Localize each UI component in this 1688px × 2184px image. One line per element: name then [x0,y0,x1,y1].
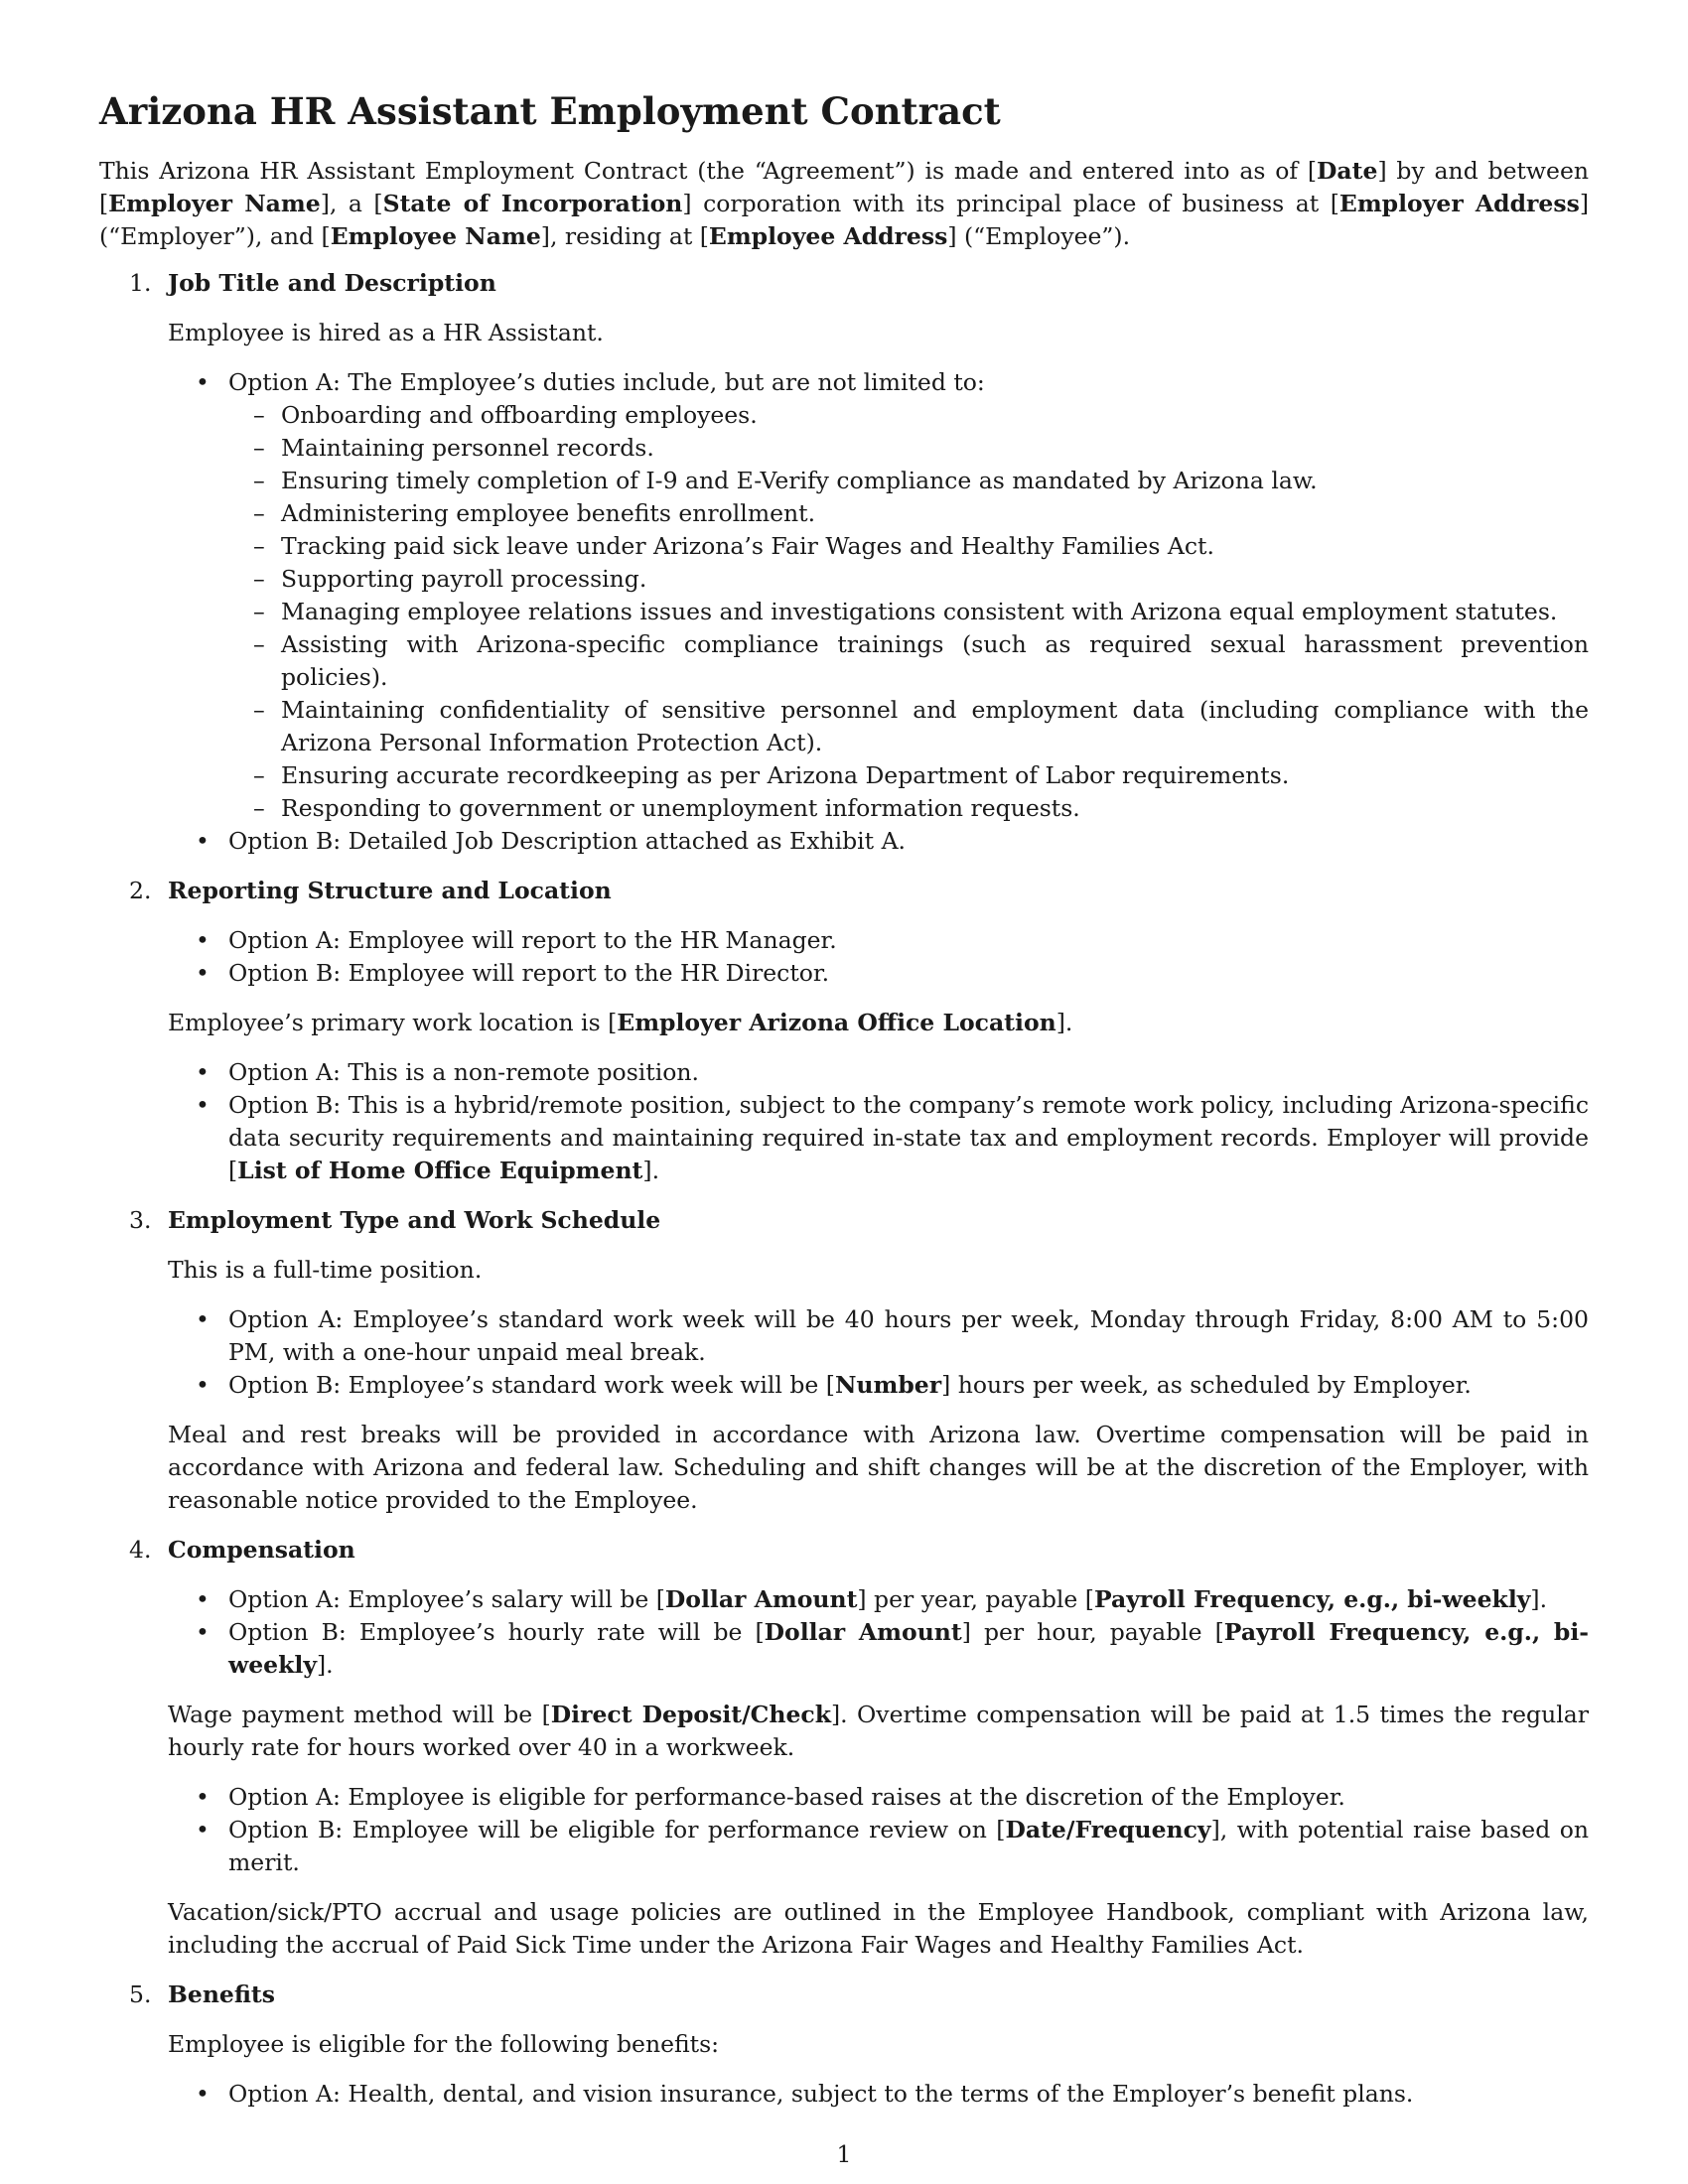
placeholder-employer-name: Employer Name [108,190,321,217]
work-location-paragraph: Employee’s primary work location is [Employer Arizona Office Location]. [168,1009,1073,1036]
intro-paragraph: This Arizona HR Assistant Employment Contract (the “Agreement”) is made and entered into as of [Date] by and between [Employer Name], a [State of Incorporation] corporation with its principal place of business at [Employer Address] (“Employer”), and [Employee Name], residing at [Employee Address] (“Employee”). [99,157,1589,250]
schedule-paragraph: Meal and rest breaks will be provided in accordance with Arizona law. Overtime compensation will be paid in accordance with Arizona and federal law. Scheduling and shift changes will be at the discretion of the Employer, with reasonable notice provided to the Employee. [168,1421,1589,1514]
contract-document [99,87,1589,2127]
dash-icon: – [253,794,265,822]
placeholder-state-of-incorporation: State of Incorporation [382,190,683,217]
placeholder-home-office-equipment: List of Home Office Equipment [237,1157,643,1184]
option-list [168,2078,1589,2111]
placeholder-payment-method: Direct Deposit/Check [550,1701,832,1728]
duty-item: – Maintaining personnel records. [228,432,1589,465]
section-compensation [99,1534,1589,1962]
document-title: Arizona HR Assistant Employment Contract [99,89,1001,133]
placeholder-employee-address: Employee Address [708,222,948,250]
dash-icon: – [253,532,265,560]
dash-icon: – [253,499,265,527]
option-item: • Option B: Employee’s hourly rate will be [Dollar Amount] per hour, payable [Payroll Frequency, e.g., bi-weekly]. [196,1618,1589,1679]
duty-item: – Managing employee relations issues and investigations consistent with Arizona equal employment statutes. [228,596,1589,628]
option-item: • Option B: Employee’s standard work week will be [Number] hours per week, as scheduled by Employer. [168,1369,1589,1402]
bullet-icon: • [196,1783,210,1811]
section-lead: Employee is eligible for the following benefits: [168,2030,720,2058]
section-list [99,267,1589,2111]
section-title: Job Title and Description [168,269,496,297]
bullet-icon: • [196,1816,210,1843]
placeholder-date: Date [1317,157,1378,185]
bullet-icon: • [196,827,210,855]
section-employment-type [99,1204,1589,1517]
duty-item: – Supporting payroll processing. [228,563,1589,596]
duty-item: – Responding to government or unemployment information requests. [228,792,1589,825]
option-item: • Option B: Employee will be eligible for performance review on [Date/Frequency], with potential raise based on merit. [196,1816,1590,1876]
bullet-icon: • [196,1305,210,1333]
duty-item: – Administering employee benefits enrollment. [228,497,1589,530]
page-number: 1 [836,2140,852,2168]
option-item: • Option A: Employee’s standard work week will be 40 hours per week, Monday through Friday, 8:00 AM to 5:00 PM, with a one-hour unpaid meal break. [196,1305,1589,1366]
dash-icon: – [253,630,265,658]
duty-item: – Ensuring accurate recordkeeping as per Arizona Department of Labor requirements. [228,759,1589,792]
dash-icon: – [253,401,265,429]
option-item: • Option A: Employee will report to the HR Manager. [168,924,1589,957]
option-list [168,1303,1589,1402]
bullet-icon: • [196,368,210,396]
dash-icon: – [253,598,265,625]
option-list [168,366,1589,858]
option-list [168,924,1589,990]
placeholder-payroll-frequency: Payroll Frequency, e.g., bi-weekly [1093,1585,1531,1613]
section-number: 4. [129,1536,152,1564]
section-lead: This is a full-time position. [168,1256,483,1284]
bullet-icon: • [196,2080,210,2108]
bullet-icon: • [196,926,210,954]
duty-item: – Tracking paid sick leave under Arizona’s Fair Wages and Healthy Families Act. [228,530,1589,563]
section-number: 5. [129,1980,152,2008]
bullet-icon: • [196,1585,210,1613]
section-benefits [99,1979,1589,2111]
option-item: • Option A: Employee’s salary will be [Dollar Amount] per year, payable [Payroll Frequency, e.g., bi-weekly]. [168,1583,1589,1616]
bullet-icon: • [196,1371,210,1399]
section-number: 3. [129,1206,152,1234]
option-list [168,1781,1589,1879]
placeholder-dollar-amount: Dollar Amount [764,1618,962,1646]
dash-icon: – [253,467,265,494]
placeholder-payroll-frequency: Payroll Frequency, e.g., bi-weekly [228,1618,1589,1679]
option-item: • Option B: Detailed Job Description attached as Exhibit A. [168,825,1589,858]
option-item: • Option A: Employee is eligible for performance-based raises at the discretion of the Employer. [168,1781,1589,1814]
dash-icon: – [253,565,265,593]
duties-list [228,399,1589,825]
section-number: 1. [129,269,152,297]
option-list [168,1056,1589,1187]
option-item: • Option A: Health, dental, and vision insurance, subject to the terms of the Employer’s benefit plans. [168,2078,1589,2111]
option-list [168,1583,1589,1682]
dash-icon: – [253,696,265,724]
duty-item: – Onboarding and offboarding employees. [228,399,1589,432]
placeholder-employee-name: Employee Name [330,222,541,250]
option-item: • Option B: Employee will report to the HR Director. [168,957,1589,990]
section-reporting [99,875,1589,1187]
bullet-icon: • [196,959,210,987]
placeholder-employer-address: Employer Address [1338,190,1580,217]
duty-item: – Maintaining confidentiality of sensitive personnel and employment data (including compliance with the Arizona Personal Information Protection Act). [253,696,1589,756]
option-item: • Option A: This is a non-remote position. [168,1056,1589,1089]
section-job-title [99,267,1589,858]
section-title: Benefits [168,1980,276,2008]
pto-paragraph: Vacation/sick/PTO accrual and usage policies are outlined in the Employee Handbook, compliant with Arizona law, including the accrual of Paid Sick Time under the Arizona Fair Wages and Healthy Families Act. [168,1898,1589,1959]
option-item: • Option B: This is a hybrid/remote position, subject to the company’s remote work policy, including Arizona-specific data security requirements and maintaining required in-state tax and employment records. Employer will provide [List of Home Office Equipment]. [196,1091,1589,1184]
dash-icon: – [253,434,265,462]
placeholder-dollar-amount: Dollar Amount [664,1585,858,1613]
bullet-icon: • [196,1618,210,1646]
dash-icon: – [253,761,265,789]
duty-item: – Assisting with Arizona-specific compliance trainings (such as required sexual harassment prevention policies). [253,630,1589,691]
bullet-icon: • [196,1058,210,1086]
section-number: 2. [129,877,152,904]
section-title: Compensation [168,1536,355,1564]
placeholder-number: Number [834,1371,942,1399]
placeholder-date-frequency: Date/Frequency [1005,1816,1211,1843]
duty-item: – Ensuring timely completion of I-9 and E-Verify compliance as mandated by Arizona law. [228,465,1589,497]
section-title: Employment Type and Work Schedule [168,1206,661,1234]
section-title: Reporting Structure and Location [168,877,612,904]
section-lead: Employee is hired as a HR Assistant. [168,319,604,346]
option-item: • Option A: The Employee’s duties include, but are not limited to: – Onboarding and offboarding employees. – Maintaining personnel records. – Ensuring timely completion of I-9 and E-Verify compliance as mandated by Arizona law. – Administering employee benefits enrollment. – Tracking paid sick leave under Arizona’s Fair Wages and Healthy Families Act. – Supporting payroll processing. – Managing employee relations issues and investigations consistent with Arizona equal employment statutes. – Assisting with Arizona-specific compliance trainings (such as required sexual harassment prevention policies). – Maintaining confidentiality of sensitive personnel and employment data (including compliance with the Arizona Personal Information Protection Act). – Ensuring accurate recordkeeping as per Arizona Department of Labor requirements. – Responding to government or unemployment information requests. [168,366,1589,825]
wage-payment-paragraph: Wage payment method will be [Direct Deposit/Check]. Overtime compensation will be paid at 1.5 times the regular hourly rate for hours worked over 40 in a workweek. [168,1701,1589,1761]
placeholder-office-location: Employer Arizona Office Location [617,1009,1056,1036]
bullet-icon: • [196,1091,210,1119]
